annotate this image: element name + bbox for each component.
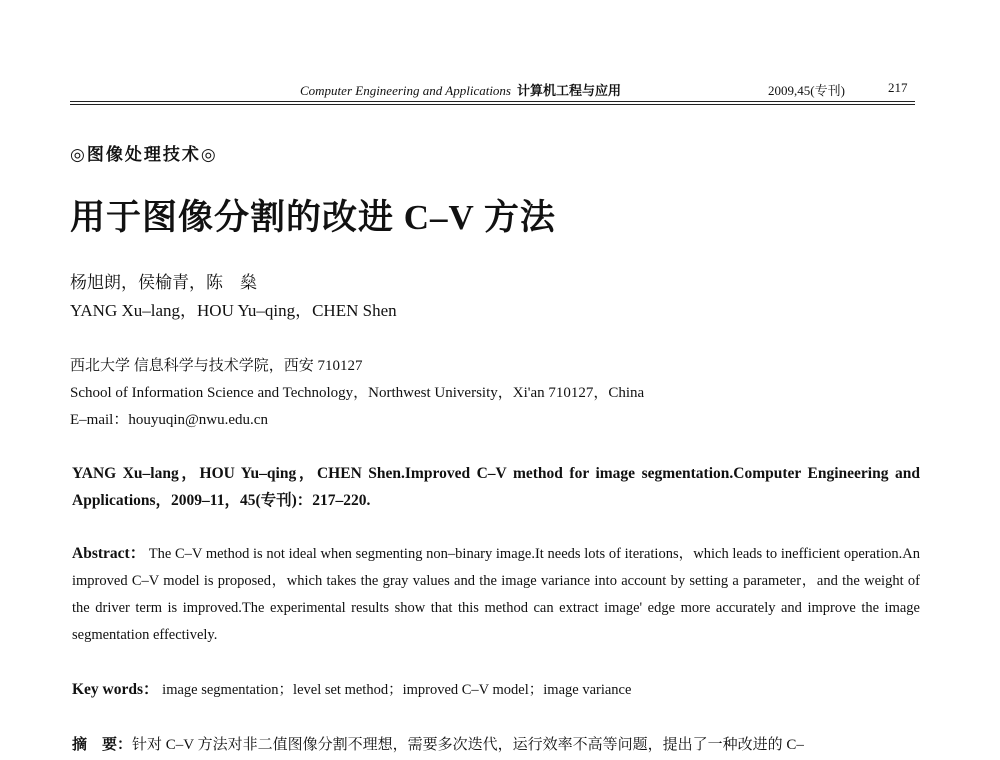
authors-chinese: 杨旭朗，侯榆青，陈 燊: [70, 273, 257, 292]
running-header: [300, 80, 621, 99]
affiliation-chinese: 西北大学 信息科学与技术学院，西安 710127: [70, 358, 363, 374]
chinese-abstract: [72, 733, 922, 754]
keywords: [72, 677, 631, 699]
email-address: E–mail：houyuqin@nwu.edu.cn: [70, 412, 268, 428]
chinese-abstract-text: 针对 C–V 方法对非二值图像分割不理想，需要多次迭代，运行效率不高等问题，提出了一种改进的 C–: [132, 737, 804, 753]
keywords-text: image segmentation；level set method；improved C–V model；image variance: [162, 682, 632, 698]
paper-title: 用于图像分割的改进 C–V 方法: [70, 198, 556, 237]
citation: YANG Xu–lang，HOU Yu–qing，CHEN Shen.Improved C–V method for image segmentation.Computer Engineering and Applications，2009–11，45(专刊)：217–220.: [72, 465, 920, 509]
affiliation-english: School of Information Science and Technology，Northwest University，Xi'an 710127，China: [70, 385, 645, 401]
authors-english: YANG Xu–lang，HOU Yu–qing，CHEN Shen: [70, 301, 397, 320]
header-rule-bottom: [70, 104, 915, 105]
keywords-label: Key words：: [72, 681, 159, 698]
abstract-text: The C–V method is not ideal when segmenting non–binary image.It needs lots of iterations，which leads to inefficient operation.An improved C–V model is proposed，which takes the gray values and the image variance into account by setting a parameter，and the weight of the driver term is improved.The experimental results show that this method can extract image' edge more accurately and improve the image segmentation effectively.: [72, 546, 920, 643]
abstract-label: Abstract：: [72, 545, 146, 562]
header-rule-top: [70, 101, 915, 102]
journal-name-cn: 计算机工程与应用: [517, 83, 622, 98]
page-number: 217: [888, 80, 908, 95]
chinese-abstract-label: 摘 要：: [72, 737, 133, 753]
journal-name-en: Computer Engineering and Applications: [300, 83, 511, 98]
section-label: ◎图像处理技术◎: [70, 145, 218, 164]
abstract: [72, 540, 920, 649]
issue-info: 2009,45(专刊): [768, 83, 845, 98]
